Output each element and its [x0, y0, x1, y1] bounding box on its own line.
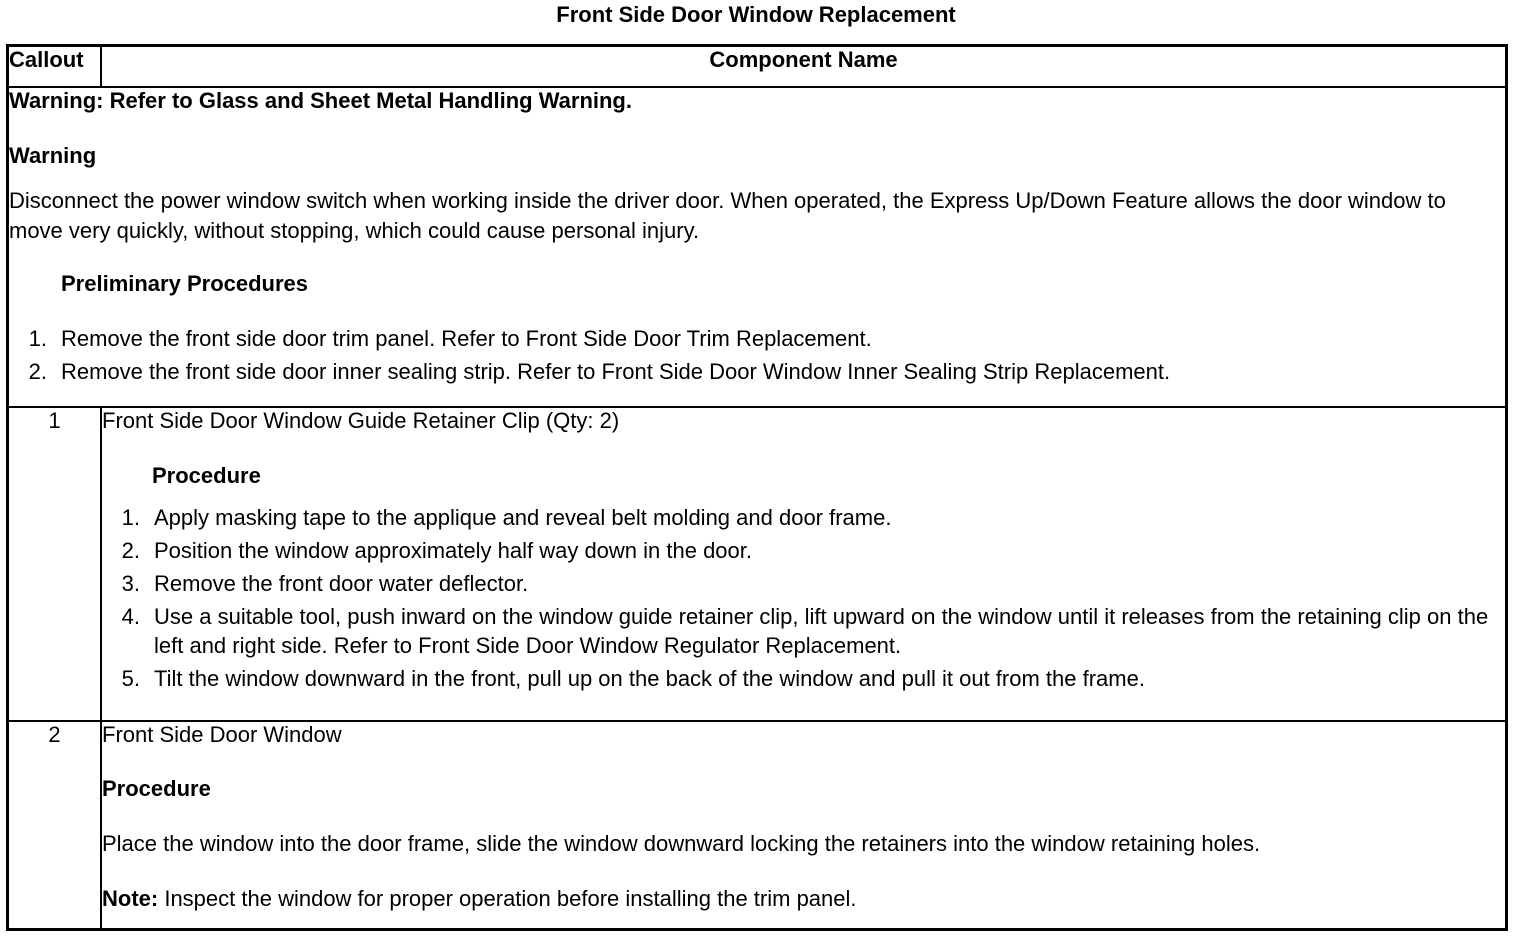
note [102, 872, 1505, 912]
step-number: 1. [28, 326, 47, 351]
step-text: Remove the front side door inner sealing strip. Refer to Front Side Door Window Inner Sealing Strip Replacement. [61, 359, 1171, 384]
warning-text: Disconnect the power window switch when working inside the driver door. When operated, the Express Up/Down Feature allows the door window to move very quickly, without stopping, which could cause personal injury. [9, 188, 1446, 243]
list-item [102, 569, 1505, 598]
step-number: 2. [28, 359, 47, 384]
table-row [8, 721, 1507, 930]
list-item [102, 503, 1505, 532]
preliminary-heading: Preliminary Procedures [61, 271, 309, 296]
warning-reference: Warning: Refer to Glass and Sheet Metal Handling Warning. [9, 88, 632, 113]
header-row [8, 46, 1507, 88]
note-label: Note: [102, 886, 159, 911]
warning-label: Warning [9, 143, 97, 168]
list-item [102, 664, 1505, 693]
procedure-heading: Procedure [152, 463, 261, 488]
step-text: Position the window approximately half way down in the door. [154, 538, 753, 563]
step-number: 2. [121, 538, 140, 563]
procedure-steps [102, 503, 1505, 693]
step-text: Remove the front side door trim panel. Refer to Front Side Door Trim Replacement. [61, 326, 872, 351]
step-number: 4. [121, 604, 140, 629]
note-text: Inspect the window for proper operation before installing the trim panel. [158, 886, 857, 911]
procedure-heading: Procedure [102, 776, 211, 801]
procedure-text: Place the window into the door frame, slide the window downward locking the retainers into the window retaining holes. [102, 831, 1261, 856]
component-cell [101, 407, 1507, 721]
callout-number: 1 [8, 407, 102, 721]
step-number: 1. [121, 505, 140, 530]
component-cell [101, 721, 1507, 930]
preliminary-row [8, 87, 1507, 407]
list-item [9, 325, 1505, 353]
step-text: Remove the front door water deflector. [154, 571, 529, 596]
list-item [102, 536, 1505, 565]
step-text: Use a suitable tool, push inward on the window guide retainer clip, lift upward on the window until it releases from the retaining clip on the left and right side. Refer to Front Side Door Window Regulator Replacement. [154, 604, 1489, 658]
preliminary-cell [8, 87, 1507, 407]
component-name: Front Side Door Window Guide Retainer Clip (Qty: 2) [102, 408, 620, 433]
callout-number: 2 [8, 721, 102, 930]
step-number: 5. [121, 666, 140, 691]
list-item [9, 358, 1505, 386]
table-row [8, 407, 1507, 721]
component-name: Front Side Door Window [102, 722, 342, 747]
procedure-table [6, 44, 1508, 931]
component-name-header: Component Name [101, 46, 1507, 88]
step-number: 3. [121, 571, 140, 596]
step-text: Apply masking tape to the applique and reveal belt molding and door frame. [154, 505, 892, 530]
document-title: Front Side Door Window Replacement [556, 2, 956, 27]
list-item [102, 602, 1505, 660]
callout-header: Callout [8, 46, 102, 88]
step-text: Tilt the window downward in the front, pull up on the back of the window and pull it out from the frame. [154, 666, 1145, 691]
preliminary-steps [9, 325, 1505, 386]
